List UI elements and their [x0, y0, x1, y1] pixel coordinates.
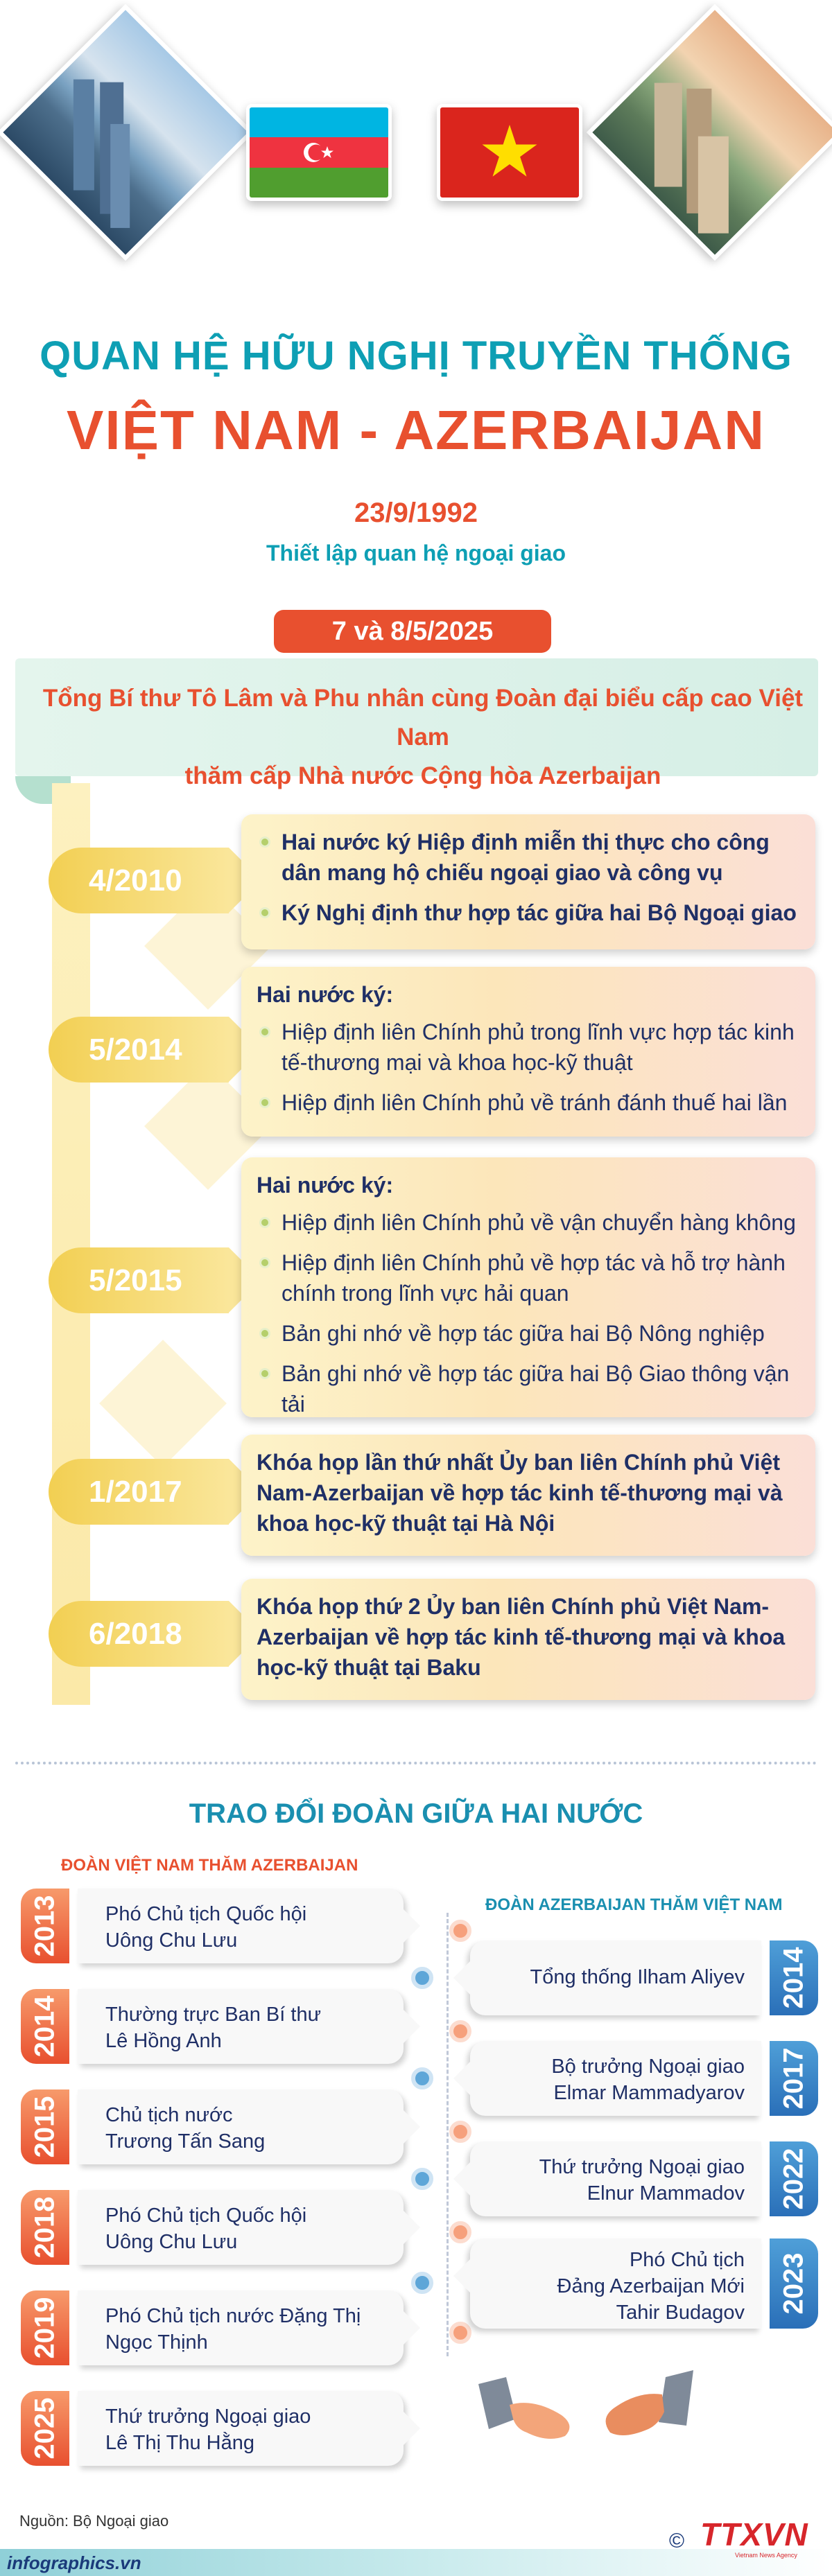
timeline-card-text: Khóa họp lần thứ nhất Ủy ban liên Chính phủ Việt Nam-Azerbaijan về hợp tác kinh tế-thương mại và khoa học-kỹ thuật tại Hà Nội	[257, 1450, 783, 1536]
vn-delegation-year: 2018	[21, 2190, 69, 2265]
az-delegation-year: 2023	[770, 2238, 818, 2329]
timeline-dot-icon	[449, 1920, 471, 1942]
bullet-dot-icon	[259, 1368, 270, 1379]
source-note: Nguồn: Bộ Ngoại giao	[19, 2512, 169, 2530]
timeline-year: 4/2010	[49, 848, 229, 913]
vn-delegation-year: 2013	[21, 1889, 69, 1963]
copyright-symbol: ©	[669, 2530, 685, 2552]
timeline-bullet: Hiệp định liên Chính phủ trong lĩnh vực hợp tác kinh tế-thương mại và khoa học-kỹ thuật	[257, 1017, 800, 1078]
vn-delegation-card: Phó Chủ tịch nước Đặng Thị Ngọc Thịnh	[78, 2290, 404, 2365]
timeline-year: 1/2017	[49, 1459, 229, 1525]
az-delegation-item	[444, 2141, 818, 2216]
timeline-card	[241, 1579, 815, 1700]
vn-delegation-year: 2014	[21, 1989, 69, 2064]
vn-delegation-year: 2019	[21, 2290, 69, 2365]
vietnam-flag	[437, 104, 582, 201]
az-delegation-item	[444, 1940, 818, 2015]
site-name: infographics.vn	[7, 2552, 141, 2573]
az-delegation-card: Bộ trưởng Ngoại giao Elmar Mammadyarov	[470, 2041, 761, 2116]
vn-delegation-card: Phó Chủ tịch Quốc hội Uông Chu Lưu	[78, 2190, 404, 2265]
vn-delegation-card: Chủ tịch nước Trương Tấn Sang	[78, 2089, 404, 2164]
timeline-bullet: Ký Nghị định thư hợp tác giữa hai Bộ Ngoại giao	[257, 897, 800, 928]
timeline-bullet: Bản ghi nhớ về hợp tác giữa hai Bộ Nông nghiệp	[257, 1318, 800, 1349]
timeline-dot-icon	[411, 2168, 433, 2190]
visit-date-pill: 7 và 8/5/2025	[274, 610, 551, 653]
bullet-dot-icon	[259, 1257, 270, 1268]
established-date: 23/9/1992	[354, 498, 478, 528]
timeline-bar	[52, 783, 90, 1705]
bullet-dot-icon	[259, 836, 270, 848]
handshake-icon	[478, 2377, 582, 2460]
timeline-card-text: Khóa họp thứ 2 Ủy ban liên Chính phủ Việt Nam-Azerbaijan về hợp tác kinh tế-thương mại và khoa học-kỹ thuật tại Baku	[257, 1594, 786, 1680]
visit-description	[42, 679, 804, 796]
vn-delegation-item	[21, 1889, 423, 1963]
bullet-dot-icon	[259, 1026, 270, 1037]
bullet-dot-icon	[259, 1328, 270, 1339]
visit-text-line-2: thăm cấp Nhà nước Cộng hòa Azerbaijan	[184, 762, 661, 789]
timeline-dot-icon	[411, 2272, 433, 2294]
timeline-bullet: Hiệp định liên Chính phủ về vận chuyển hàng không	[257, 1207, 800, 1238]
vn-delegation-card: Thường trực Ban Bí thư Lê Hồng Anh	[78, 1989, 404, 2064]
vn-delegation-item	[21, 2190, 423, 2265]
timeline-card	[241, 1435, 815, 1556]
vn-delegation-card: Thứ trưởng Ngoại giao Lê Thị Thu Hằng	[78, 2391, 404, 2466]
az-delegation-item	[444, 2041, 818, 2116]
baku-city-photo	[0, 4, 254, 261]
timeline-card-header: Hai nước ký:	[257, 1173, 394, 1198]
vn-delegation-year: 2015	[21, 2089, 69, 2164]
az-delegation-year: 2022	[770, 2141, 818, 2216]
timeline-card	[241, 967, 815, 1137]
azerbaijan-flag	[246, 104, 392, 201]
az-delegation-card: Thứ trưởng Ngoại giao Elnur Mammadov	[470, 2141, 761, 2216]
decor-diamond	[99, 1340, 227, 1467]
timeline-dot-icon	[449, 2121, 471, 2143]
vn-delegation-item	[21, 2089, 423, 2164]
vn-delegation-item	[21, 2391, 423, 2466]
handshake-icon	[582, 2370, 693, 2453]
vn-to-az-heading: ĐOÀN VIỆT NAM THĂM AZERBAIJAN	[61, 1856, 358, 1875]
established-caption: Thiết lập quan hệ ngoại giao	[266, 541, 566, 566]
exchange-title: TRAO ĐỔI ĐOÀN GIỮA HAI NƯỚC	[189, 1798, 643, 1829]
timeline-card	[241, 814, 815, 949]
az-delegation-item	[444, 2238, 818, 2329]
vn-delegation-year: 2025	[21, 2391, 69, 2466]
timeline-bullet: Hai nước ký Hiệp định miễn thị thực cho công dân mang hộ chiếu ngoại giao và công vụ	[257, 827, 800, 888]
section-divider	[15, 1762, 817, 1764]
az-delegation-year: 2014	[770, 1940, 818, 2015]
hanoi-city-photo	[587, 4, 832, 261]
timeline-dot-icon	[411, 2067, 433, 2089]
timeline-dot-icon	[411, 1967, 433, 1989]
vn-delegation-card: Phó Chủ tịch Quốc hội Uông Chu Lưu	[78, 1889, 404, 1963]
title-line-1: QUAN HỆ HỮU NGHỊ TRUYỀN THỐNG	[40, 333, 792, 378]
vn-delegation-item	[21, 1989, 423, 2064]
bullet-dot-icon	[259, 907, 270, 918]
ttxvn-logo-subtitle: Vietnam News Agency	[735, 2552, 797, 2559]
bullet-dot-icon	[259, 1097, 270, 1108]
az-delegation-card: Phó Chủ tịch Đảng Azerbaijan Mới Tahir Budagov	[470, 2238, 761, 2329]
timeline-card	[241, 1157, 815, 1417]
az-delegation-year: 2017	[770, 2041, 818, 2116]
timeline-year: 5/2015	[49, 1247, 229, 1313]
timeline-bullet: Hiệp định liên Chính phủ về tránh đánh thuế hai lần	[257, 1087, 800, 1118]
ttxvn-logo: TTXVN	[700, 2516, 808, 2552]
timeline-year: 6/2018	[49, 1601, 229, 1667]
az-delegation-card: Tổng thống Ilham Aliyev	[470, 1940, 761, 2015]
timeline-dot-icon	[449, 2020, 471, 2042]
az-to-vn-heading: ĐOÀN AZERBAIJAN THĂM VIỆT NAM	[485, 1895, 783, 1914]
vn-delegation-item	[21, 2290, 423, 2365]
title-line-2: VIỆT NAM - AZERBAIJAN	[67, 399, 765, 461]
visit-text-line-1: Tổng Bí thư Tô Lâm và Phu nhân cùng Đoàn đại biểu cấp cao Việt Nam	[42, 685, 804, 751]
timeline-year: 5/2014	[49, 1017, 229, 1083]
timeline-card-header: Hai nước ký:	[257, 982, 394, 1007]
bullet-dot-icon	[259, 1217, 270, 1228]
timeline-bullet: Hiệp định liên Chính phủ về hợp tác và hỗ trợ hành chính trong lĩnh vực hải quan	[257, 1247, 800, 1308]
timeline-bullet: Bản ghi nhớ về hợp tác giữa hai Bộ Giao thông vận tải	[257, 1358, 800, 1419]
